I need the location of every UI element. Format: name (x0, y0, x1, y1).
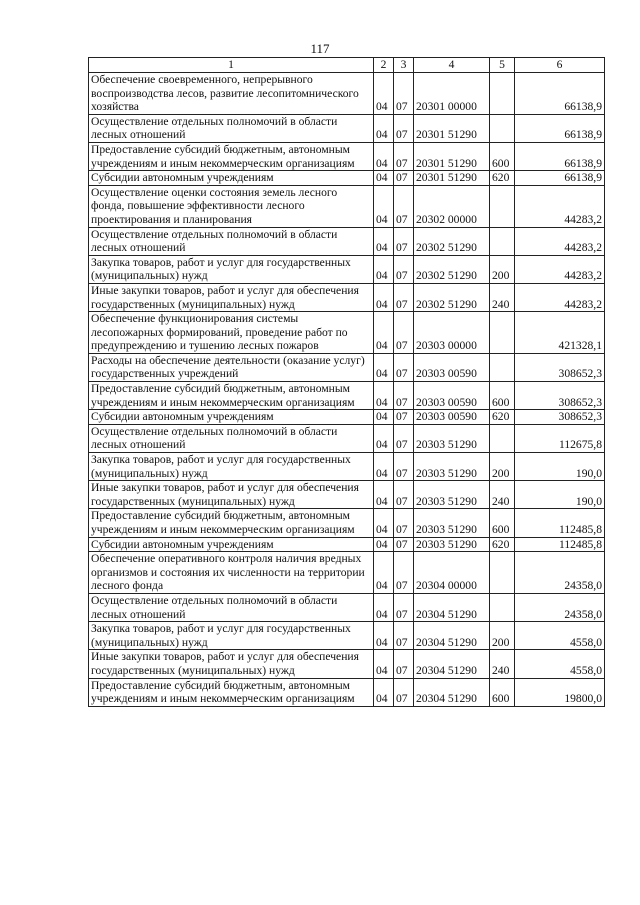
row-name-cell: Закупка товаров, работ и услуг для государственных (муниципальных) нужд (89, 255, 374, 283)
table-row (89, 552, 605, 594)
row-subsection-cell: 07 (394, 509, 414, 537)
row-target-item-cell: 20303 51290 (414, 481, 490, 509)
row-amount-cell: 190,0 (515, 453, 605, 481)
page-number: 117 (310, 41, 330, 56)
row-section-cell: 04 (374, 678, 394, 706)
row-subsection-cell: 07 (394, 593, 414, 621)
budget-table (88, 57, 605, 707)
row-expense-type-cell (490, 353, 515, 381)
row-expense-type-cell: 600 (490, 509, 515, 537)
row-name-cell: Осуществление отдельных полномочий в области лесных отношений (89, 227, 374, 255)
row-section-cell: 04 (374, 552, 394, 594)
row-expense-type-cell (490, 73, 515, 115)
row-amount-cell: 44283,2 (515, 227, 605, 255)
row-section-cell: 04 (374, 227, 394, 255)
row-name-cell: Иные закупки товаров, работ и услуг для обеспечения государственных (муниципальных) нужд (89, 650, 374, 678)
row-name-cell: Обеспечение функционирования системы лесопожарных формирований, проведение работ по предупреждению и тушению лесных пожаров (89, 312, 374, 354)
row-amount-cell: 190,0 (515, 481, 605, 509)
row-amount-cell: 44283,2 (515, 283, 605, 311)
row-expense-type-cell (490, 312, 515, 354)
column-header-target-item: 4 (414, 58, 490, 73)
row-amount-cell: 421328,1 (515, 312, 605, 354)
row-target-item-cell: 20302 51290 (414, 227, 490, 255)
row-expense-type-cell: 200 (490, 255, 515, 283)
row-name-cell: Субсидии автономным учреждениям (89, 410, 374, 425)
row-subsection-cell: 07 (394, 552, 414, 594)
row-target-item-cell: 20303 00590 (414, 353, 490, 381)
row-subsection-cell: 07 (394, 481, 414, 509)
row-target-item-cell: 20303 51290 (414, 537, 490, 552)
row-section-cell: 04 (374, 185, 394, 227)
row-subsection-cell: 07 (394, 537, 414, 552)
row-target-item-cell: 20302 51290 (414, 283, 490, 311)
table-row (89, 410, 605, 425)
table-header-row (89, 58, 605, 73)
row-subsection-cell: 07 (394, 453, 414, 481)
row-subsection-cell: 07 (394, 353, 414, 381)
column-header-section: 2 (374, 58, 394, 73)
row-target-item-cell: 20303 00000 (414, 312, 490, 354)
row-name-cell: Субсидии автономным учреждениям (89, 171, 374, 186)
row-section-cell: 04 (374, 382, 394, 410)
row-target-item-cell: 20304 51290 (414, 678, 490, 706)
row-amount-cell: 66138,9 (515, 142, 605, 170)
row-expense-type-cell: 240 (490, 481, 515, 509)
row-amount-cell: 112485,8 (515, 509, 605, 537)
row-target-item-cell: 20302 51290 (414, 255, 490, 283)
row-expense-type-cell: 200 (490, 453, 515, 481)
row-target-item-cell: 20302 00000 (414, 185, 490, 227)
table-row (89, 142, 605, 170)
row-section-cell: 04 (374, 650, 394, 678)
row-expense-type-cell (490, 185, 515, 227)
table-row (89, 185, 605, 227)
row-section-cell: 04 (374, 410, 394, 425)
row-target-item-cell: 20301 51290 (414, 142, 490, 170)
row-target-item-cell: 20304 51290 (414, 650, 490, 678)
row-subsection-cell: 07 (394, 114, 414, 142)
row-name-cell: Закупка товаров, работ и услуг для государственных (муниципальных) нужд (89, 453, 374, 481)
row-subsection-cell: 07 (394, 410, 414, 425)
row-expense-type-cell: 620 (490, 537, 515, 552)
row-target-item-cell: 20301 00000 (414, 73, 490, 115)
row-subsection-cell: 07 (394, 227, 414, 255)
row-name-cell: Иные закупки товаров, работ и услуг для обеспечения государственных (муниципальных) нужд (89, 481, 374, 509)
row-amount-cell: 44283,2 (515, 255, 605, 283)
table-row (89, 453, 605, 481)
row-amount-cell: 308652,3 (515, 410, 605, 425)
row-expense-type-cell: 240 (490, 283, 515, 311)
table-row (89, 353, 605, 381)
row-expense-type-cell: 200 (490, 622, 515, 650)
row-amount-cell: 308652,3 (515, 382, 605, 410)
row-amount-cell: 4558,0 (515, 622, 605, 650)
row-expense-type-cell (490, 552, 515, 594)
row-name-cell: Осуществление отдельных полномочий в области лесных отношений (89, 593, 374, 621)
column-header-name: 1 (89, 58, 374, 73)
row-amount-cell: 4558,0 (515, 650, 605, 678)
table-row (89, 481, 605, 509)
row-section-cell: 04 (374, 114, 394, 142)
row-subsection-cell: 07 (394, 622, 414, 650)
table-row (89, 537, 605, 552)
table-row (89, 509, 605, 537)
table-row (89, 650, 605, 678)
table-row (89, 382, 605, 410)
row-name-cell: Осуществление оценки состояния земель лесного фонда, повышение эффективности лесного проектирования и планирования (89, 185, 374, 227)
row-name-cell: Осуществление отдельных полномочий в области лесных отношений (89, 114, 374, 142)
row-target-item-cell: 20301 51290 (414, 114, 490, 142)
row-expense-type-cell: 620 (490, 171, 515, 186)
row-amount-cell: 66138,9 (515, 171, 605, 186)
column-header-subsection: 3 (394, 58, 414, 73)
row-expense-type-cell: 240 (490, 650, 515, 678)
table-row (89, 227, 605, 255)
row-expense-type-cell (490, 424, 515, 452)
row-name-cell: Расходы на обеспечение деятельности (оказание услуг) государственных учреждений (89, 353, 374, 381)
row-subsection-cell: 07 (394, 171, 414, 186)
row-target-item-cell: 20303 51290 (414, 509, 490, 537)
row-target-item-cell: 20303 00590 (414, 410, 490, 425)
row-section-cell: 04 (374, 537, 394, 552)
row-section-cell: 04 (374, 453, 394, 481)
row-expense-type-cell: 600 (490, 678, 515, 706)
table-row (89, 312, 605, 354)
row-target-item-cell: 20304 00000 (414, 552, 490, 594)
row-expense-type-cell: 600 (490, 382, 515, 410)
row-section-cell: 04 (374, 283, 394, 311)
row-name-cell: Предоставление субсидий бюджетным, автономным учреждениям и иным некоммерческим организациям (89, 142, 374, 170)
row-name-cell: Предоставление субсидий бюджетным, автономным учреждениям и иным некоммерческим организациям (89, 509, 374, 537)
row-name-cell: Иные закупки товаров, работ и услуг для обеспечения государственных (муниципальных) нужд (89, 283, 374, 311)
row-section-cell: 04 (374, 622, 394, 650)
row-amount-cell: 19800,0 (515, 678, 605, 706)
row-section-cell: 04 (374, 424, 394, 452)
row-name-cell: Обеспечение оперативного контроля наличия вредных организмов и состояния их численности на территории лесного фонда (89, 552, 374, 594)
row-section-cell: 04 (374, 593, 394, 621)
row-target-item-cell: 20303 51290 (414, 453, 490, 481)
row-subsection-cell: 07 (394, 73, 414, 115)
table-row (89, 424, 605, 452)
row-expense-type-cell: 620 (490, 410, 515, 425)
row-amount-cell: 112485,8 (515, 537, 605, 552)
row-subsection-cell: 07 (394, 650, 414, 678)
row-section-cell: 04 (374, 481, 394, 509)
row-section-cell: 04 (374, 312, 394, 354)
table-row (89, 171, 605, 186)
row-amount-cell: 66138,9 (515, 114, 605, 142)
row-subsection-cell: 07 (394, 142, 414, 170)
row-target-item-cell: 20303 51290 (414, 424, 490, 452)
row-subsection-cell: 07 (394, 312, 414, 354)
column-header-expense-type: 5 (490, 58, 515, 73)
row-expense-type-cell: 600 (490, 142, 515, 170)
row-name-cell: Предоставление субсидий бюджетным, автономным учреждениям и иным некоммерческим организациям (89, 382, 374, 410)
table-row (89, 283, 605, 311)
row-section-cell: 04 (374, 353, 394, 381)
row-target-item-cell: 20304 51290 (414, 593, 490, 621)
row-subsection-cell: 07 (394, 185, 414, 227)
row-section-cell: 04 (374, 255, 394, 283)
row-name-cell: Осуществление отдельных полномочий в области лесных отношений (89, 424, 374, 452)
row-subsection-cell: 07 (394, 255, 414, 283)
table-row (89, 73, 605, 115)
row-section-cell: 04 (374, 73, 394, 115)
table-row (89, 114, 605, 142)
row-subsection-cell: 07 (394, 382, 414, 410)
row-section-cell: 04 (374, 142, 394, 170)
row-subsection-cell: 07 (394, 283, 414, 311)
row-section-cell: 04 (374, 509, 394, 537)
table-row (89, 622, 605, 650)
row-name-cell: Субсидии автономным учреждениям (89, 537, 374, 552)
column-header-amount: 6 (515, 58, 605, 73)
row-target-item-cell: 20301 51290 (414, 171, 490, 186)
row-name-cell: Предоставление субсидий бюджетным, автономным учреждениям и иным некоммерческим организациям (89, 678, 374, 706)
row-expense-type-cell (490, 227, 515, 255)
row-target-item-cell: 20303 00590 (414, 382, 490, 410)
row-amount-cell: 24358,0 (515, 552, 605, 594)
row-section-cell: 04 (374, 171, 394, 186)
row-amount-cell: 112675,8 (515, 424, 605, 452)
table-row (89, 593, 605, 621)
row-amount-cell: 24358,0 (515, 593, 605, 621)
row-expense-type-cell (490, 114, 515, 142)
row-subsection-cell: 07 (394, 424, 414, 452)
row-name-cell: Закупка товаров, работ и услуг для государственных (муниципальных) нужд (89, 622, 374, 650)
table-row (89, 255, 605, 283)
table-row (89, 678, 605, 706)
row-name-cell: Обеспечение своевременного, непрерывного воспроизводства лесов, развитие лесопитомнического хозяйства (89, 73, 374, 115)
row-subsection-cell: 07 (394, 678, 414, 706)
row-amount-cell: 308652,3 (515, 353, 605, 381)
row-amount-cell: 44283,2 (515, 185, 605, 227)
row-amount-cell: 66138,9 (515, 73, 605, 115)
row-expense-type-cell (490, 593, 515, 621)
row-target-item-cell: 20304 51290 (414, 622, 490, 650)
